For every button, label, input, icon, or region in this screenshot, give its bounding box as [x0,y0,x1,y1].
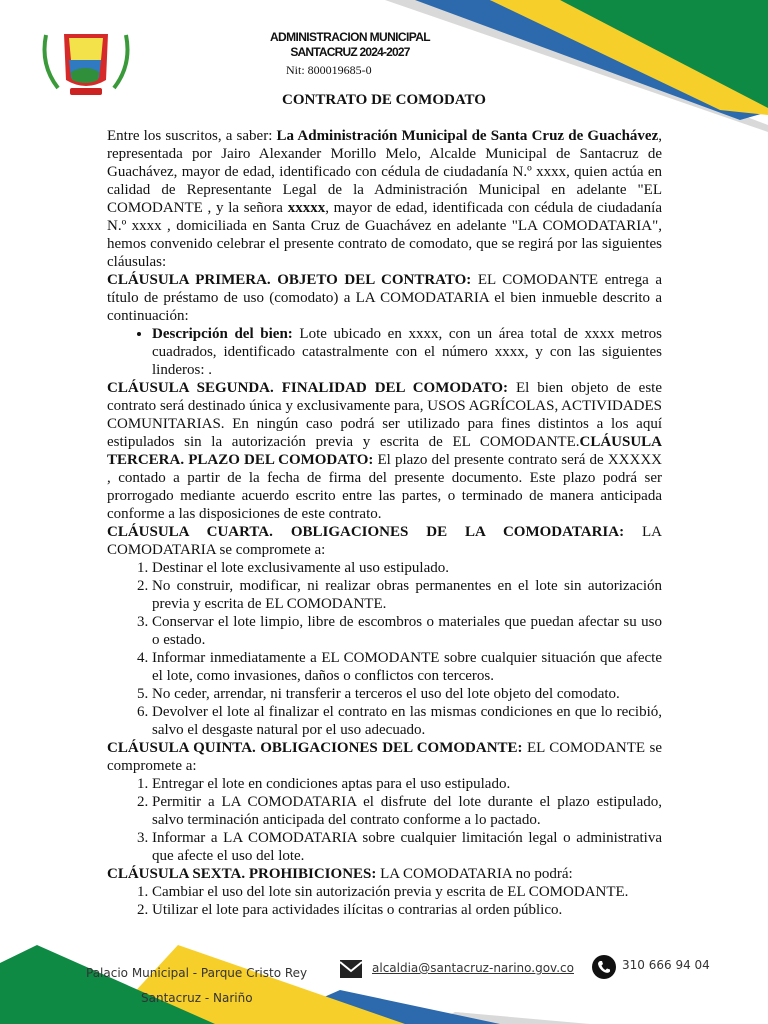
list-item: 3. Conservar el lote limpio, libre de escombros o materiales que puedan afectar su uso o estado. [152,613,662,649]
clause-1 [107,271,662,325]
envelope-icon [340,960,362,978]
list-item: 2. Utilizar el lote para actividades ilícitas o contrarias al orden público. [152,901,662,919]
clause-heading: CLÁUSULA QUINTA. OBLIGACIONES DEL COMODANTE: [107,740,523,756]
clause-heading: CLÁUSULA SEXTA. PROHIBICIONES: [107,866,377,882]
text: , mayor de edad, identificada con cédula de ciudadanía N.º xxxx , domiciliada en Santa Cruz de Guachávez en adelante "LA COMODATARIA", hemos convenido celebrar el presente contrato de comodato, que se regirá por las siguientes cláusulas: [107,200,662,270]
intro-paragraph [107,127,662,271]
title-text: CONTRATO DE COMODATO [282,92,486,108]
clause-heading: CLÁUSULA SEGUNDA. FINALIDAD DEL COMODATO: [107,380,508,396]
clause-1-list [107,325,662,379]
list-item: 5. No ceder, arrendar, ni transferir a terceros el uso del lote objeto del comodato. [152,685,662,703]
clause-heading: CLÁUSULA PRIMERA. OBJETO DEL CONTRATO: [107,272,472,288]
clause-text: El plazo del presente contrato será de XXXXX , contado a partir de la fecha de firma del presente documento. Este plazo podrá ser prorrogado mediante acuerdo escrito entre las partes, o terminado de manera anticipada conforme a las disposiciones de este contrato. [107,452,662,522]
header-org-name: ADMINISTRACION MUNICIPAL [269,30,431,44]
footer-address-line2: Santacruz - Nariño [141,991,253,1005]
list-item: 1. Destinar el lote exclusivamente al uso estipulado. [152,559,662,577]
clause-heading: CLÁUSULA TERCERA. PLAZO DEL COMODATO: [107,434,662,468]
clause-text: EL COMODANTE se compromete a: [107,740,662,774]
text: Entre los suscritos, a saber: [107,128,277,144]
list-item: 4. Informar inmediatamente a EL COMODANTE sobre cualquier situación que afecte el lote, como invasiones, daños o conflictos con terceros. [152,649,662,685]
clause-text: EL COMODANTE entrega a título de préstamo de uso (comodato) a LA COMODATARIA el bien inmueble descrito a continuación: [107,272,662,324]
clause-5 [107,739,662,775]
document-title [0,92,768,109]
list-item: 2. No construir, modificar, ni realizar obras permanentes en el lote sin autorización previa y escrita de EL COMODANTE. [152,577,662,613]
clause-6 [107,865,662,883]
list-item: 1. Entregar el lote en condiciones aptas para el uso estipulado. [152,775,662,793]
list-item: 2. Permitir a LA COMODATARIA el disfrute del lote durante el plazo estipulado, salvo terminación anticipada del contrato conforme a lo pactado. [152,793,662,829]
item-heading: Descripción del bien: [152,326,293,342]
footer-address-line1: Palacio Municipal - Parque Cristo Rey [86,966,308,980]
list-item: 6. Devolver el lote al finalizar el contrato en las mismas condiciones en que lo recibió, salvo el desgaste natural por el uso adecuado. [152,703,662,739]
phone-icon [592,955,616,979]
header-nit: Nit: 800019685-0 [286,63,372,77]
bold-text: La Administración Municipal de Santa Cruz de Guachávez [276,128,659,144]
clause-text: LA COMODATARIA se compromete a: [107,524,662,558]
clause-text: LA COMODATARIA no podrá: [376,866,573,882]
clause-text: El bien objeto de este contrato será destinado única y exclusivamente para, USOS AGRÍCOLAS, ACTIVIDADES COMUNITARIAS. En ningún caso podrá ser utilizado para fines distintos a los aquí estipulados sin la autorización previa y escrita de EL COMODANTE. [107,380,662,450]
item-text: Lote ubicado en xxxx, con un área total de xxxx metros cuadrados, identificado catastralmente con el número xxxx, y con las siguientes linderos: . [152,326,662,378]
document-body [107,127,662,919]
footer-phone: 310 666 94 04 [622,958,710,972]
list-item: 1. Cambiar el uso del lote sin autorización previa y escrita de EL COMODANTE. [152,883,662,901]
text: , representada por Jairo Alexander Morillo Melo, Alcalde Municipal de Santacruz de Guachávez, mayor de edad, identificado con cédula de ciudadanía N.º xxxx, quien actúa en calidad de Representante Legal de la Administración Municipal en adelante "EL COMODANTE , y la señora [107,128,662,216]
clause-5-list [107,775,662,865]
clause-4-list [107,559,662,739]
list-item: 3. Informar a LA COMODATARIA sobre cualquier limitación legal o administrativa que afecte el uso del lote. [152,829,662,865]
clause-heading: CLÁUSULA CUARTA. OBLIGACIONES DE LA COMODATARIA: [107,524,625,540]
header-period: SANTACRUZ 2024-2027 [290,45,410,59]
bold-text: xxxxx [287,200,326,216]
clause-4 [107,523,662,559]
clause-6-list [107,883,662,919]
footer-email-link[interactable]: alcaldia@santacruz-narino.gov.co [372,961,574,975]
municipal-coat-of-arms-logo [36,20,136,100]
clause-2-3 [107,379,662,523]
list-item [152,325,662,379]
